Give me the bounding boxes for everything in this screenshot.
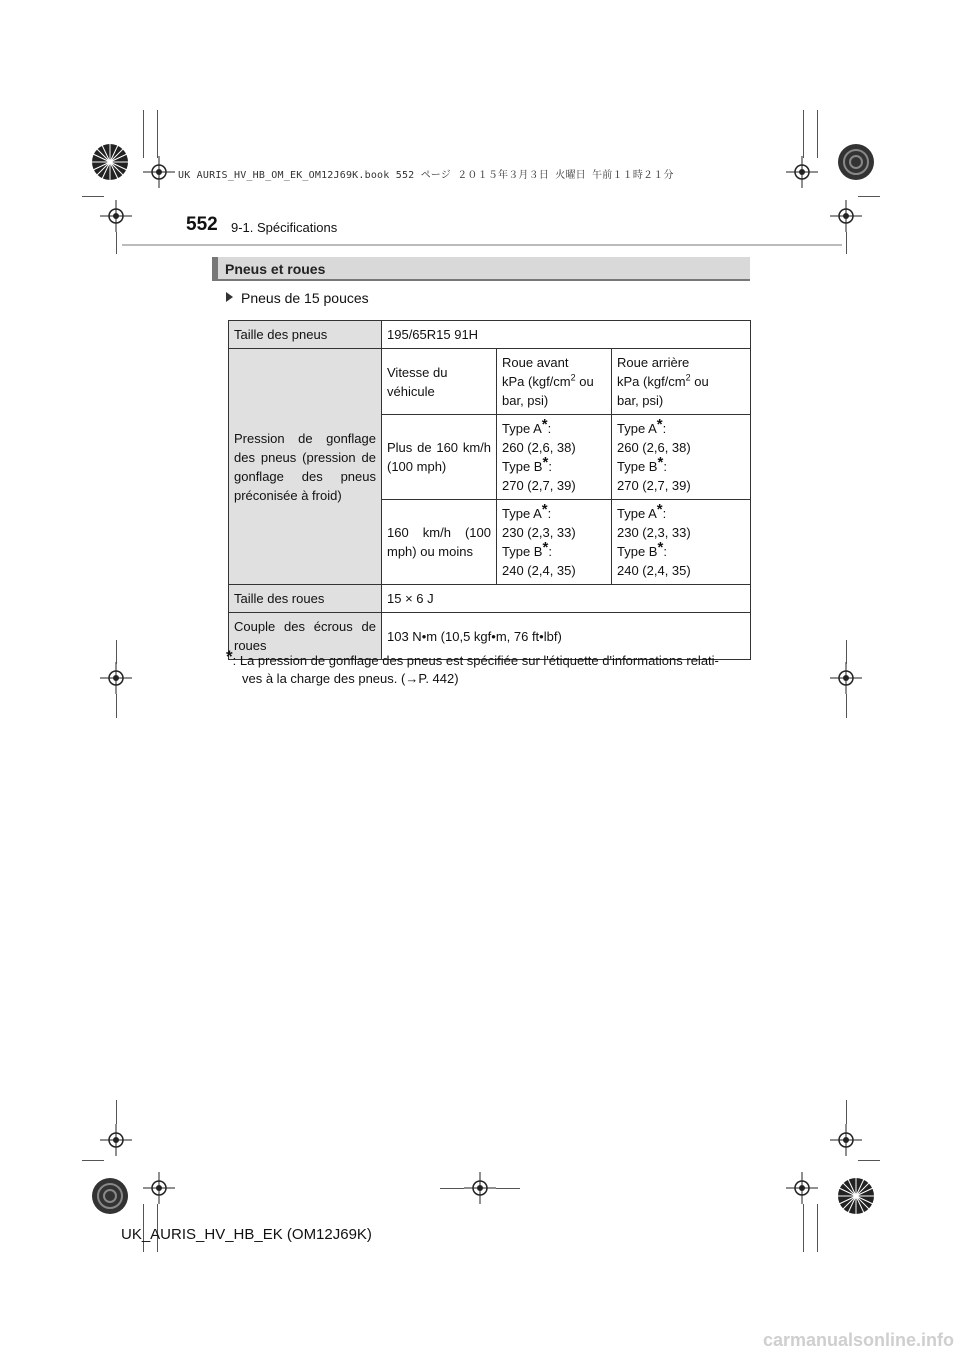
footnote-line-1: : La pression de gonflage des pneus est spécifiée sur l'étiquette d'informations relati- [232,653,719,668]
rear-header-line: Roue arrière [617,355,690,370]
section-title: Pneus et roues [225,261,326,277]
superscript: 2 [685,372,691,383]
colon: : [547,506,552,521]
triangle-bullet-icon [226,292,233,302]
section-heading-bar [212,257,218,281]
front-wheel-header [497,349,612,415]
type-a-label: Type A [502,421,542,436]
pressure-value: 230 (2,3, 33) [502,525,576,540]
asterisk: * [656,416,663,433]
section-heading [212,257,750,281]
superscript: 2 [570,372,576,383]
crosshair-target-icon [464,1172,496,1204]
asterisk: * [657,454,664,471]
page-number: 552 [186,214,218,235]
type-a-label: Type A [617,421,657,436]
rear-wheel-header [612,349,751,415]
tire-spec-table [228,320,751,660]
colon: : [547,421,552,436]
registration-starburst-icon [836,142,876,182]
pressure-value: 240 (2,4, 35) [617,563,691,578]
watermark: carmanualsonline.info [762,1330,954,1350]
colon: : [663,544,667,559]
tire-size-value: 195/65R15 91H [382,321,751,349]
type-a-label: Type A [617,506,657,521]
type-a-label: Type A [502,506,542,521]
asterisk: * [541,501,548,518]
crosshair-target-icon [830,200,862,232]
crosshair-target-icon [830,1124,862,1156]
print-info-header: UK AURIS_HV_HB_OM_EK_OM12J69K.book 552 ページ ２０１５年３月３日 火曜日 午前１１時２１分 [178,170,674,181]
footnote-line-2: ves à la charge des pneus. (→P. 442) [242,671,459,686]
asterisk: * [542,454,549,471]
pressure-value: 270 (2,7, 39) [502,478,576,493]
wheel-size-value: 15 × 6 J [382,585,751,613]
wheel-size-label: Taille des roues [229,585,382,613]
footer-doc-id: UK_AURIS_HV_HB_EK (OM12J69K) [121,1226,372,1243]
colon: : [662,421,667,436]
colon: : [548,459,552,474]
registration-starburst-icon [90,1176,130,1216]
front-pressure-low-speed [497,500,612,585]
pressure-value: 260 (2,6, 38) [617,440,691,455]
speed-above-160: Plus de 160 km/h (100 mph) [382,415,497,500]
section-breadcrumb: 9-1. Spécifications [231,220,338,235]
crosshair-target-icon [143,156,175,188]
crosshair-target-icon [100,662,132,694]
registration-starburst-icon [90,142,130,182]
front-header-units: bar, psi) [502,393,549,408]
rear-pressure-high-speed [612,415,751,500]
subheading [226,290,369,306]
header-divider [122,244,842,246]
pressure-label: Pression de gonflage des pneus (pression de gonflage des pneus préconisée à froid) [229,349,382,585]
asterisk: * [657,539,664,556]
footnote-asterisk: * [226,647,233,666]
crosshair-target-icon [786,156,818,188]
torque-label: Couple des écrous de roues [229,613,382,660]
type-b-label: Type B [502,544,543,559]
front-header-line: Roue avant [502,355,569,370]
crosshair-target-icon [100,200,132,232]
asterisk: * [542,539,549,556]
tire-size-label: Taille des pneus [229,321,382,349]
colon: : [662,506,667,521]
rear-header-units: bar, psi) [617,393,664,408]
type-b-label: Type B [617,459,658,474]
type-b-label: Type B [502,459,543,474]
footnote [226,648,751,688]
front-header-unit: kPa (kgf/cm [502,374,571,389]
front-header-or: ou [575,374,594,389]
table-row [229,585,751,613]
pressure-value: 230 (2,3, 33) [617,525,691,540]
rear-header-unit: kPa (kgf/cm [617,374,686,389]
torque-value: 103 N•m (10,5 kgf•m, 76 ft•lbf) [382,613,751,660]
crosshair-target-icon [100,1124,132,1156]
speed-header: Vitesse du véhicule [382,349,497,415]
crosshair-target-icon [786,1172,818,1204]
crosshair-target-icon [830,662,862,694]
colon: : [548,544,552,559]
colon: : [663,459,667,474]
speed-160-or-less: 160 km/h (100 mph) ou moins [382,500,497,585]
crosshair-target-icon [143,1172,175,1204]
table-row [229,321,751,349]
registration-starburst-icon [836,1176,876,1216]
subheading-text: Pneus de 15 pouces [241,290,369,306]
asterisk: * [541,416,548,433]
rear-pressure-low-speed [612,500,751,585]
rear-header-or: ou [690,374,709,389]
asterisk: * [656,501,663,518]
pressure-value: 270 (2,7, 39) [617,478,691,493]
pressure-value: 260 (2,6, 38) [502,440,576,455]
type-b-label: Type B [617,544,658,559]
pressure-value: 240 (2,4, 35) [502,563,576,578]
table-row [229,349,751,415]
front-pressure-high-speed [497,415,612,500]
